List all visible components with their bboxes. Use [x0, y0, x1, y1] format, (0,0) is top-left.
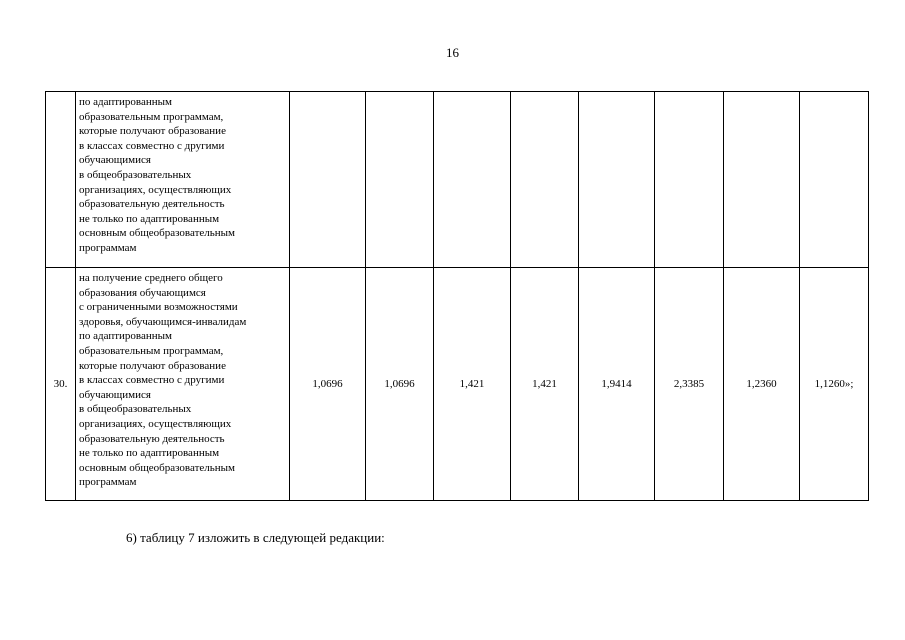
description-line: на получение среднего общего: [79, 272, 223, 284]
value-cell: 1,0696: [366, 268, 434, 501]
description-line: здоровья, обучающимся-инвалидам: [79, 315, 247, 328]
description-line: в классах совместно с другими: [79, 139, 225, 152]
table-row: [46, 92, 869, 268]
value-cell: [655, 92, 724, 268]
value-cell: [724, 92, 800, 268]
description-line: организациях, осуществляющих: [79, 417, 232, 430]
value-cell: 1,421: [434, 268, 511, 501]
value-cell: [434, 92, 511, 268]
description-line: которые получают образование: [79, 359, 226, 372]
description-line: не только по адаптированным: [79, 447, 220, 460]
table-row: [46, 268, 869, 501]
description-line: образовательную деятельность: [79, 198, 225, 211]
description-line: с ограниченными возможностями: [79, 301, 238, 314]
value-cell: [579, 92, 655, 268]
value-cell: [290, 92, 366, 268]
value-cell: 1,1260»;: [800, 268, 869, 501]
description-line: организациях, осуществляющих: [79, 183, 232, 196]
value-cell: [800, 92, 869, 268]
value-cell: 1,421: [511, 268, 579, 501]
description-line: в общеобразовательных: [79, 168, 192, 181]
value-cell: 2,3385: [655, 268, 724, 501]
description-line: по адаптированным: [79, 96, 172, 108]
amendment-note: 6) таблицу 7 изложить в следующей редакции:: [126, 530, 385, 545]
description-line: образовательным программам,: [79, 110, 224, 123]
description-line: которые получают образование: [79, 125, 226, 138]
description-line: образовательную деятельность: [79, 432, 225, 445]
row-number: 30.: [46, 268, 76, 501]
value-cell: 1,0696: [290, 268, 366, 501]
row-number: [46, 92, 76, 268]
description-line: обучающимися: [79, 154, 151, 167]
description-line: по адаптированным: [79, 330, 172, 343]
description-line: в общеобразовательных: [79, 403, 192, 416]
value-cell: [366, 92, 434, 268]
data-table: [45, 91, 869, 501]
description-line: образовательным программам,: [79, 344, 224, 357]
description-line: не только по адаптированным: [79, 212, 220, 225]
row-description: [76, 92, 290, 268]
value-cell: [511, 92, 579, 268]
description-line: образования обучающимся: [79, 286, 206, 299]
value-cell: 1,9414: [579, 268, 655, 501]
value-cell: 1,2360: [724, 268, 800, 501]
description-line: обучающимися: [79, 388, 151, 401]
row-description: [76, 268, 290, 501]
description-line: программам: [79, 241, 137, 254]
description-line: основным общеобразовательным: [79, 227, 236, 240]
description-line: основным общеобразовательным: [79, 461, 236, 474]
page-number: 16: [446, 45, 459, 60]
description-line: программам: [79, 476, 137, 489]
description-line: в классах совместно с другими: [79, 374, 225, 387]
